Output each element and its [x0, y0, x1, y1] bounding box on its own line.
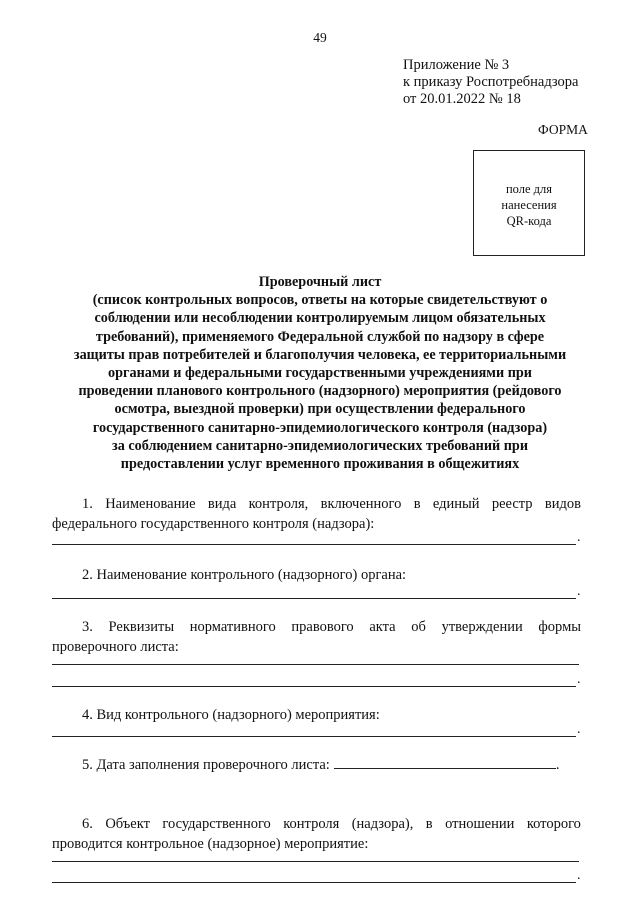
item-1-word: 1. — [82, 496, 93, 512]
item-1-word: реестр — [491, 496, 533, 512]
item-4-text: 4. Вид контрольного (надзорного) мероприятия: — [82, 707, 380, 723]
item-2-line-end: . — [577, 584, 581, 599]
item-4-line-end: . — [577, 722, 581, 737]
item-3-word: 3. — [82, 619, 93, 635]
item-5-text: 5. Дата заполнения проверочного листа: — [82, 757, 330, 773]
qr-code-field — [473, 150, 585, 256]
title-line: проведении планового контрольного (надзорного) мероприятия (рейдового — [78, 383, 562, 400]
item-1-word: в — [413, 496, 421, 512]
item-1-word: Наименование — [105, 496, 196, 512]
title-line: государственного санитарно-эпидемиологического контроля (надзора) — [92, 419, 548, 436]
title-line: (список контрольных вопросов, ответы на которые свидетельствуют о — [92, 292, 548, 309]
item-3-line-1 — [82, 619, 581, 636]
item-3-word: об — [411, 619, 426, 635]
item-6-word: 6. — [82, 816, 93, 832]
title-line: требований), применяемого Федеральной службой по надзору в сфере — [95, 328, 545, 345]
item-1-word: видов — [544, 496, 581, 512]
appendix-line-3: от 20.01.2022 № 18 — [403, 91, 521, 107]
appendix-header — [403, 57, 578, 108]
item-3-line-2: проверочного листа: — [52, 639, 179, 655]
item-6-line-end: . — [577, 868, 581, 883]
item-1-word: контроля, — [248, 496, 309, 512]
item-1-line-1 — [82, 496, 581, 513]
qr-caption-line-1: поле для — [505, 182, 553, 196]
item-6-word: Объект — [105, 816, 150, 832]
item-5-fill-line[interactable] — [334, 768, 556, 769]
page-number: 49 — [313, 30, 327, 45]
title-line: за соблюдением санитарно-эпидемиологических требований при — [112, 437, 528, 454]
title-line: предоставлении услуг временного проживания в общежитиях — [120, 456, 520, 473]
title-heading: Проверочный лист — [258, 274, 382, 290]
item-3-word: правового — [291, 619, 354, 635]
qr-code-field-caption — [474, 181, 584, 229]
item-1-word: включенного — [320, 496, 402, 512]
item-3-word: формы — [538, 619, 581, 635]
item-1-line-end: . — [577, 530, 581, 545]
item-6-line-2: проводится контрольное (надзорное) мероприятие: — [52, 836, 369, 852]
item-3-fill-line-2[interactable] — [52, 686, 576, 687]
title-line: органами и федеральными государственными учреждениями при — [108, 365, 532, 382]
item-1-fill-line[interactable] — [52, 544, 576, 545]
item-6-word: (надзора), — [351, 816, 414, 832]
item-6-fill-line-2[interactable] — [52, 882, 576, 883]
item-3-word: Реквизиты — [108, 619, 175, 635]
item-3-fill-line-1[interactable] — [52, 664, 579, 665]
title-line: защиты прав потребителей и благополучия человека, ее территориальными — [73, 346, 567, 363]
item-3-word: утверждении — [441, 619, 523, 635]
item-5-line-end: . — [555, 757, 560, 773]
item-1-line-2: федерального государственного контроля (надзора): — [52, 516, 375, 532]
item-6-word: контроля — [283, 816, 340, 832]
appendix-line-2: к приказу Роспотребнадзора — [403, 74, 579, 90]
item-3-line-end: . — [577, 672, 581, 687]
title-line: соблюдении или несоблюдении контролируемым лицом обязательных — [94, 310, 546, 327]
item-6-line-1 — [82, 816, 581, 833]
item-5-row — [82, 757, 559, 774]
title-line: осмотра, выездной проверки) при осуществлении федерального — [114, 401, 526, 418]
form-label: ФОРМА — [538, 122, 588, 137]
item-6-fill-line-1[interactable] — [52, 861, 579, 862]
item-2-fill-line[interactable] — [52, 598, 576, 599]
item-6-word: которого — [526, 816, 581, 832]
appendix-line-1: Приложение № 3 — [403, 57, 510, 73]
item-2-text: 2. Наименование контрольного (надзорного) органа: — [82, 567, 407, 583]
document-title — [60, 273, 580, 473]
item-4-fill-line[interactable] — [52, 736, 576, 737]
qr-caption-line-2: нанесения — [501, 198, 557, 212]
item-3-word: акта — [369, 619, 396, 635]
item-6-word: отношении — [445, 816, 515, 832]
item-6-word: государственного — [162, 816, 271, 832]
item-6-word: в — [425, 816, 433, 832]
qr-caption-line-3: QR-кода — [506, 214, 552, 228]
item-1-word: вида — [207, 496, 237, 512]
item-1-word: единый — [432, 496, 480, 512]
item-3-word: нормативного — [189, 619, 276, 635]
